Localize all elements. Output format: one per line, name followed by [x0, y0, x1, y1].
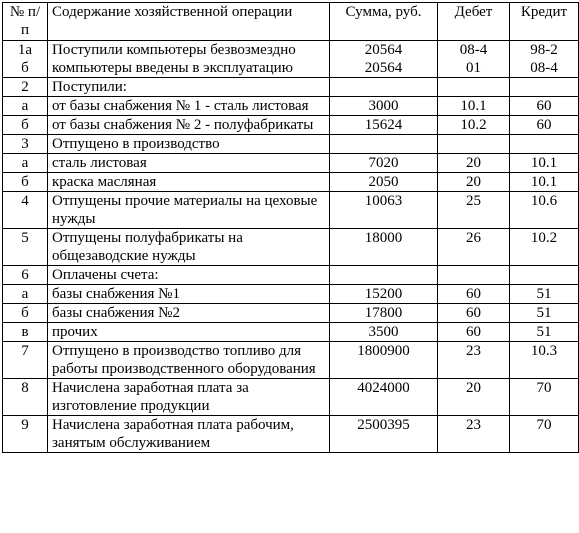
table-row — [3, 116, 579, 135]
row-amount: 7020 — [330, 154, 438, 173]
table-row — [3, 192, 579, 229]
header-credit: Кредит — [510, 3, 579, 41]
table-row — [3, 323, 579, 342]
row-credit: 10.1 — [510, 154, 579, 173]
row-credit: 51 — [510, 323, 579, 342]
row-debit: 26 — [438, 229, 510, 266]
row-number: 9 — [3, 416, 48, 453]
row-description: базы снабжения №1 — [48, 285, 330, 304]
row-number: 4 — [3, 192, 48, 229]
row-number: в — [3, 323, 48, 342]
row-amount: 3500 — [330, 323, 438, 342]
row-description: краска масляная — [48, 173, 330, 192]
row-debit: 20 — [438, 379, 510, 416]
row-description: от базы снабжения № 2 - полуфабрикаты — [48, 116, 330, 135]
row-amount — [330, 78, 438, 97]
row-description: от базы снабжения № 1 - сталь листовая — [48, 97, 330, 116]
row-number: 5 — [3, 229, 48, 266]
row-credit: 60 — [510, 97, 579, 116]
row-description: Поступили: — [48, 78, 330, 97]
row-debit — [438, 266, 510, 285]
row-debit: 20 — [438, 154, 510, 173]
table-row — [3, 416, 579, 453]
row-amount — [330, 266, 438, 285]
header-debit: Дебет — [438, 3, 510, 41]
row-debit: 08-4 01 — [438, 41, 510, 78]
row-debit: 60 — [438, 304, 510, 323]
row-number: 7 — [3, 342, 48, 379]
row-description: базы снабжения №2 — [48, 304, 330, 323]
row-debit: 23 — [438, 342, 510, 379]
row-amount: 10063 — [330, 192, 438, 229]
row-credit: 98-2 08-4 — [510, 41, 579, 78]
table-row — [3, 154, 579, 173]
row-description: Отпущены прочие материалы на цеховые нужды — [48, 192, 330, 229]
row-description: Начислена заработная плата за изготовление продукции — [48, 379, 330, 416]
table-row — [3, 379, 579, 416]
table-row — [3, 97, 579, 116]
row-credit: 10.3 — [510, 342, 579, 379]
row-credit: 10.1 — [510, 173, 579, 192]
row-number: а — [3, 154, 48, 173]
row-credit: 60 — [510, 116, 579, 135]
row-amount: 15624 — [330, 116, 438, 135]
row-description: Начислена заработная плата рабочим, занятым обслуживанием — [48, 416, 330, 453]
row-amount: 18000 — [330, 229, 438, 266]
row-credit: 70 — [510, 379, 579, 416]
row-amount: 17800 — [330, 304, 438, 323]
table-body — [3, 41, 579, 453]
table-row — [3, 173, 579, 192]
row-number: а — [3, 97, 48, 116]
operations-table — [2, 2, 579, 453]
row-debit: 60 — [438, 285, 510, 304]
row-debit — [438, 135, 510, 154]
table-row — [3, 229, 579, 266]
row-number: 8 — [3, 379, 48, 416]
table-row — [3, 41, 579, 78]
row-number: б — [3, 116, 48, 135]
row-debit: 10.2 — [438, 116, 510, 135]
row-credit: 51 — [510, 285, 579, 304]
table-row — [3, 304, 579, 323]
header-number: № п/п — [3, 3, 48, 41]
row-description: сталь листовая — [48, 154, 330, 173]
row-description: Поступили компьютеры безвозмездно компьютеры введены в эксплуатацию — [48, 41, 330, 78]
row-amount: 2500395 — [330, 416, 438, 453]
row-amount: 1800900 — [330, 342, 438, 379]
row-credit: 51 — [510, 304, 579, 323]
table-row — [3, 342, 579, 379]
row-amount: 2050 — [330, 173, 438, 192]
row-amount: 3000 — [330, 97, 438, 116]
row-amount: 15200 — [330, 285, 438, 304]
row-description: Отпущено в производство — [48, 135, 330, 154]
row-description: Отпущено в производство топливо для работы производственного оборудования — [48, 342, 330, 379]
operations-document — [2, 2, 579, 453]
row-debit — [438, 78, 510, 97]
header-amount: Сумма, руб. — [330, 3, 438, 41]
table-row — [3, 266, 579, 285]
row-debit: 25 — [438, 192, 510, 229]
row-debit: 60 — [438, 323, 510, 342]
row-debit: 10.1 — [438, 97, 510, 116]
row-credit: 10.2 — [510, 229, 579, 266]
row-number: б — [3, 173, 48, 192]
row-amount: 4024000 — [330, 379, 438, 416]
row-debit: 20 — [438, 173, 510, 192]
row-credit: 70 — [510, 416, 579, 453]
row-credit — [510, 78, 579, 97]
row-number: а — [3, 285, 48, 304]
row-number: 2 — [3, 78, 48, 97]
table-header-row — [3, 3, 579, 41]
table-row — [3, 135, 579, 154]
table-row — [3, 285, 579, 304]
row-amount — [330, 135, 438, 154]
row-number: 6 — [3, 266, 48, 285]
row-number: 3 — [3, 135, 48, 154]
row-credit: 10.6 — [510, 192, 579, 229]
row-number: б — [3, 304, 48, 323]
table-row — [3, 78, 579, 97]
row-description: Отпущены полуфабрикаты на общезаводские нужды — [48, 229, 330, 266]
row-credit — [510, 135, 579, 154]
row-credit — [510, 266, 579, 285]
header-description: Содержание хозяйственной операции — [48, 3, 330, 41]
row-description: прочих — [48, 323, 330, 342]
row-debit: 23 — [438, 416, 510, 453]
row-amount: 20564 20564 — [330, 41, 438, 78]
row-number: 1а б — [3, 41, 48, 78]
row-description: Оплачены счета: — [48, 266, 330, 285]
